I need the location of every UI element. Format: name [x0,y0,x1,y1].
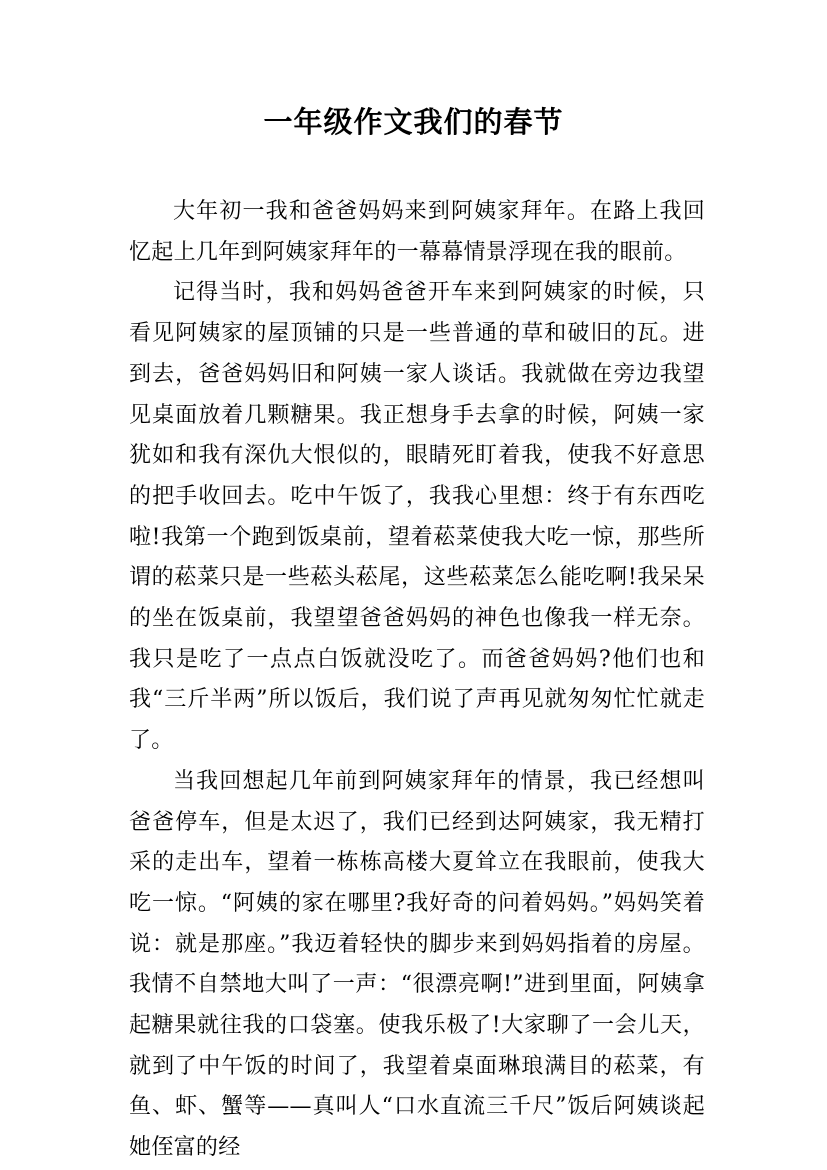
paragraph-2: 记得当时，我和妈妈爸爸开车来到阿姨家的时候，只看见阿姨家的屋顶铺的只是一些普通的草和破旧的瓦。进到去，爸爸妈妈旧和阿姨一家人谈话。我就做在旁边我望见桌面放着几颗糖果。我正想身手去拿的时候，阿姨一家犹如和我有深仇大恨似的，眼睛死盯着我，使我不好意思的把手收回去。吃中午饭了，我我心里想：终于有东西吃啦!我第一个跑到饭桌前，望着菘菜使我大吃一惊，那些所谓的菘菜只是一些菘头菘尾，这些菘菜怎么能吃啊!我呆呆的坐在饭桌前，我望望爸爸妈妈的神色也像我一样无奈。我只是吃了一点点白饭就没吃了。而爸爸妈妈?他们也和我“三斤半两”所以饭后，我们说了声再见就匆匆忙忙就走了。 [129,280,705,754]
paragraph-3: 当我回想起几年前到阿姨家拜年的情景，我已经想叫爸爸停车，但是太迟了，我们已经到达阿姨家，我无精打采的走出车，望着一栋栋高楼大夏耸立在我眼前，使我大吃一惊。“阿姨的家在哪里?我好奇的问着妈妈。”妈妈笑着说：就是那座。”我迈着轻快的脚步来到妈妈指着的房屋。我情不自禁地大叫了一声：“很漂亮啊!”进到里面，阿姨拿起糖果就往我的口袋塞。使我乐极了!大家聊了一会儿天，就到了中午饭的时间了，我望着桌面琳琅满目的菘菜，有鱼、虾、蟹等——真叫人“口水直流三千尺”饭后阿姨谈起她侄富的经 [129,768,705,1161]
document-body [129,192,705,1169]
paragraph-1: 大年初一我和爸爸妈妈来到阿姨家拜年。在路上我回忆起上几年到阿姨家拜年的一幕幕情景浮现在我的眼前。 [129,199,705,265]
document-title: 一年级作文我们的春节 [263,105,564,139]
